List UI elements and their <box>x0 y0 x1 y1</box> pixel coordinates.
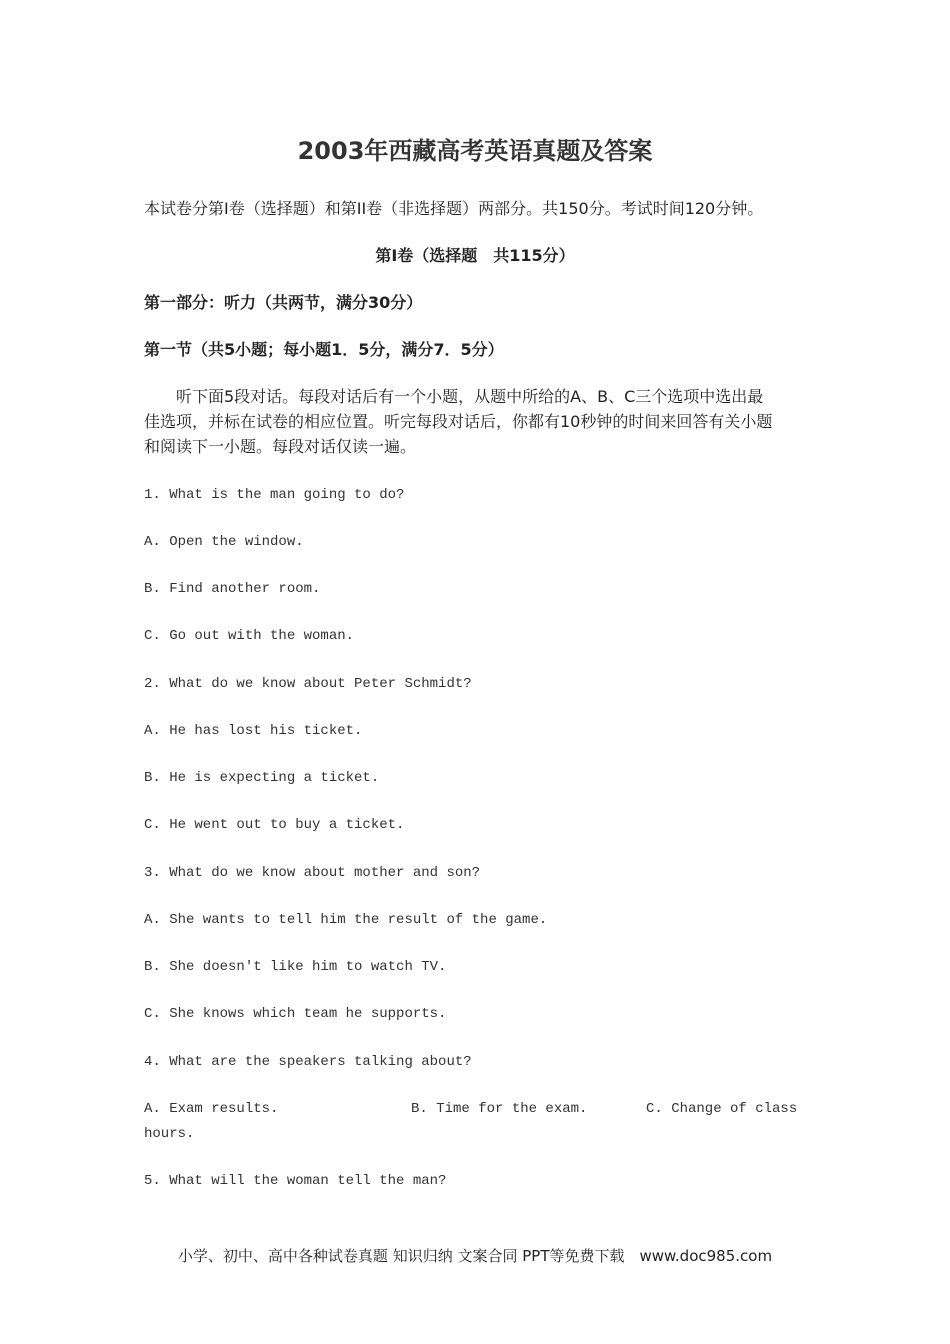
option: B. Time for the exam. <box>411 1101 588 1117</box>
option-continued: hours. <box>144 1126 195 1142</box>
option: A. Open the window. <box>144 534 304 550</box>
section-heading: 第一节（共5小题；每小题1．5分，满分7．5分） <box>144 340 504 359</box>
instructions-line: 佳选项，并标在试卷的相应位置。听完每段对话后，你都有10秒钟的时间来回答有关小题 <box>144 412 773 431</box>
volume-heading: 第I卷（选择题 共115分） <box>375 246 575 265</box>
intro-text: 本试卷分第I卷（选择题）和第II卷（非选择题）两部分。共150分。考试时间120分钟。 <box>144 199 764 218</box>
instructions-line: 听下面5段对话。每段对话后有一个小题，从题中所给的A、B、C三个选项中选出最 <box>144 387 764 406</box>
part-heading: 第一部分：听力（共两节，满分30分） <box>144 293 423 312</box>
option: B. He is expecting a ticket. <box>144 770 380 786</box>
option: A. Exam results. <box>144 1101 279 1117</box>
option: B. Find another room. <box>144 581 321 597</box>
option: C. She knows which team he supports. <box>144 1006 447 1022</box>
footer-text: 小学、初中、高中各种试卷真题 知识归纳 文案合同 PPT等免费下载 www.doc985.com <box>177 1247 773 1265</box>
option: C. Change of class <box>646 1101 798 1117</box>
option: A. He has lost his ticket. <box>144 723 363 739</box>
question-2: 2. What do we know about Peter Schmidt? <box>144 676 472 692</box>
instructions-line: 和阅读下一小题。每段对话仅读一遍。 <box>144 437 417 456</box>
option: A. She wants to tell him the result of the game. <box>144 912 548 928</box>
option: C. He went out to buy a ticket. <box>144 817 405 833</box>
option: C. Go out with the woman. <box>144 628 355 644</box>
document-title: 2003年西藏高考英语真题及答案 <box>297 137 653 165</box>
question-4: 4. What are the speakers talking about? <box>144 1054 472 1070</box>
question-5: 5. What will the woman tell the man? <box>144 1173 447 1189</box>
question-1: 1. What is the man going to do? <box>144 487 405 503</box>
question-3: 3. What do we know about mother and son? <box>144 865 481 881</box>
option: B. She doesn't like him to watch TV. <box>144 959 447 975</box>
